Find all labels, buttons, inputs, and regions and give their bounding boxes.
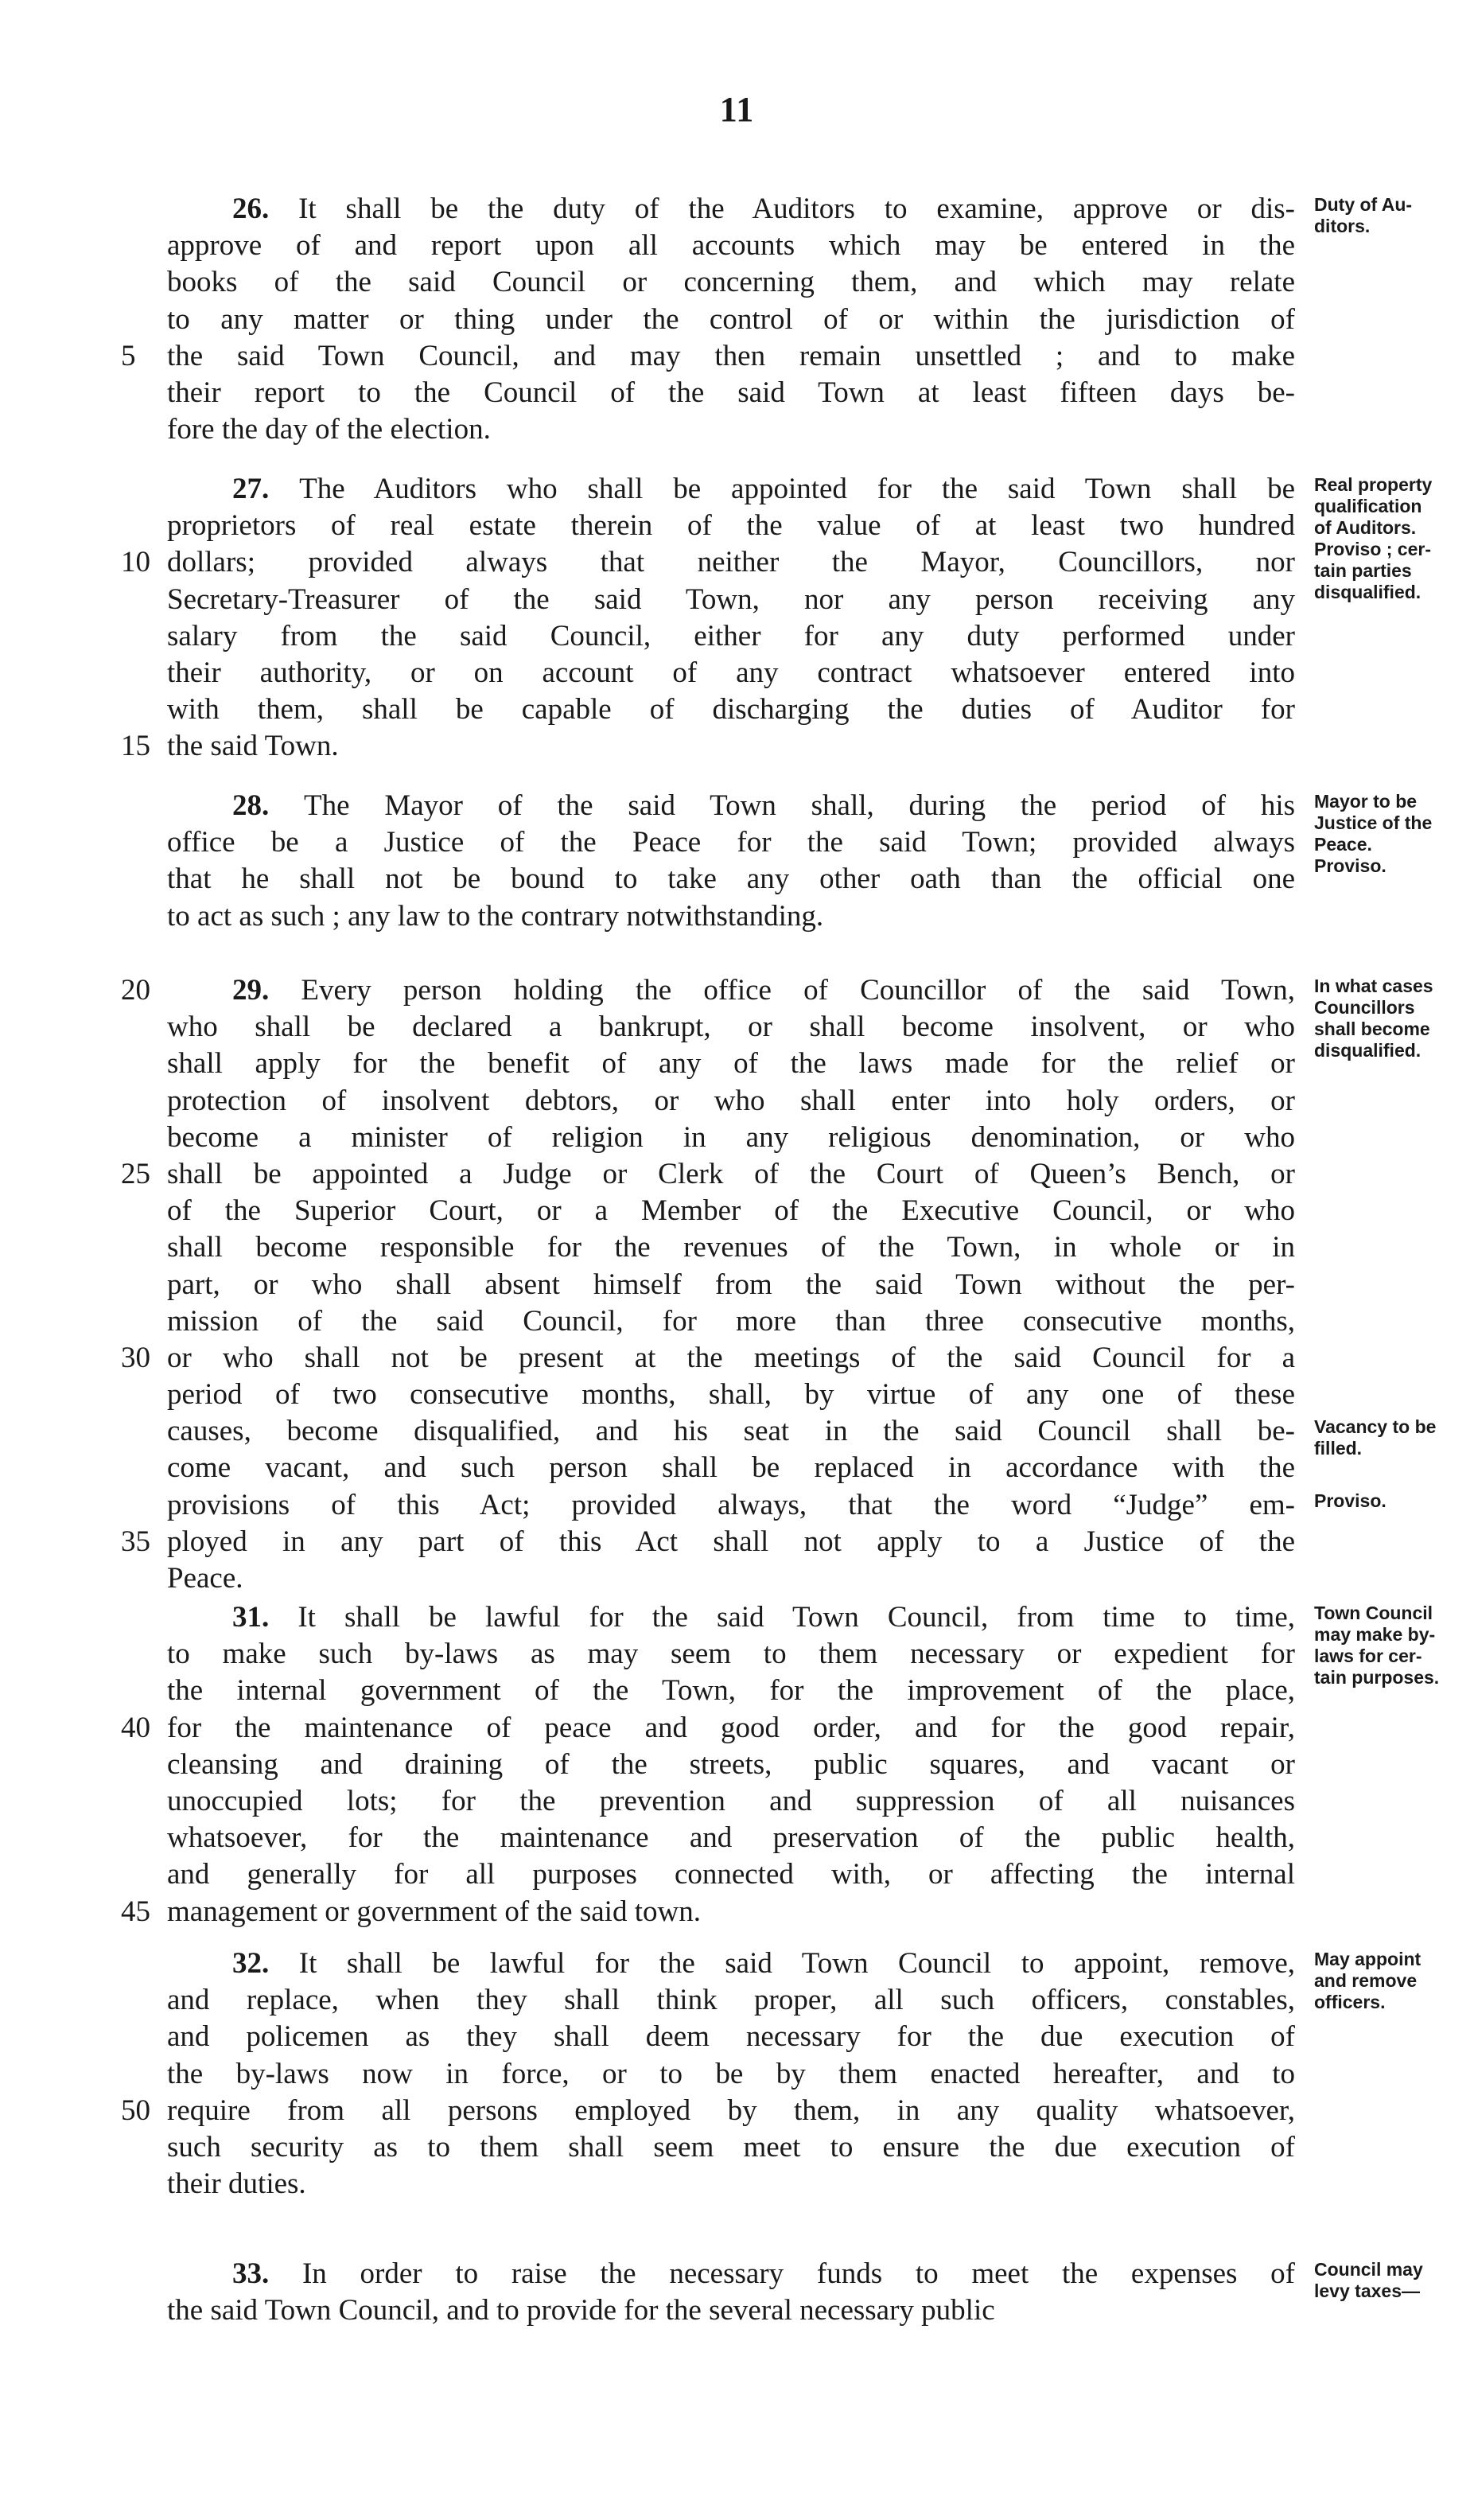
marginal-note-line: Proviso. [1314, 1490, 1386, 1511]
line-text: Secretary-Treasurer of the said Town, nor any person receiving any [167, 582, 1295, 616]
text-line [121, 824, 1473, 861]
text-line [121, 1747, 1473, 1783]
line-text: 27. The Auditors who shall be appointed for the said Town shall be [232, 473, 1295, 505]
line-text: such security as to them shall seem meet to ensure the due execution of [167, 2130, 1295, 2164]
marginal-note-line: shall become [1314, 1019, 1430, 1039]
text-line [121, 1946, 1473, 1982]
section-number: 27. [232, 473, 300, 505]
line-text: to any matter or thing under the control of or within the jurisdiction of [167, 302, 1295, 336]
section-number: 29. [232, 974, 301, 1007]
line-text: whatsoever, for the maintenance and preservation of the public health, [167, 1821, 1295, 1855]
text-line [121, 728, 1473, 765]
section-29 [121, 972, 1473, 1597]
line-number: 40 [121, 1711, 150, 1744]
line-text: require from all persons employed by them, in any quality whatsoever, [167, 2094, 1295, 2127]
line-text: salary from the said Council, either for any duty performed under [167, 619, 1295, 652]
text-line [121, 1894, 1473, 1930]
section-number: 31. [232, 1601, 298, 1634]
text-line [121, 264, 1473, 301]
marginal-note-line: disqualified. [1314, 1040, 1421, 1061]
section-27 [121, 471, 1473, 765]
line-text: the by-laws now in force, or to be by them enacted hereafter, and to [167, 2057, 1295, 2090]
marginal-note-line: officers. [1314, 1992, 1386, 2012]
marginal-note [1314, 976, 1465, 1061]
text-line [121, 1193, 1473, 1229]
line-text: mission of the said Council, for more than three consecutive months, [167, 1304, 1295, 1338]
text-line [121, 1487, 1473, 1524]
text-line [121, 1599, 1473, 1636]
line-text: period of two consecutive months, shall, by virtue of any one of these [167, 1378, 1295, 1412]
marginal-note-line: of Auditors. [1314, 517, 1417, 538]
line-text: the said Town Council, and to provide for the several necessary public [167, 2294, 995, 2327]
text-line [121, 1156, 1473, 1193]
line-text: fore the day of the election. [167, 413, 491, 446]
text-line [121, 1083, 1473, 1120]
section-number: 28. [232, 789, 305, 822]
marginal-note-line: Peace. [1314, 834, 1372, 855]
line-text: provisions of this Act; provided always, that the word “Judge” em- [167, 1488, 1295, 1521]
marginal-note [1314, 474, 1465, 603]
text-line [121, 2056, 1473, 2093]
text-line [121, 1377, 1473, 1413]
text-line [121, 1046, 1473, 1082]
line-number: 15 [121, 730, 150, 763]
text-line [121, 191, 1473, 228]
marginal-note-line: ditors. [1314, 216, 1371, 236]
text-line [121, 618, 1473, 655]
text-line [121, 375, 1473, 411]
marginal-note [1314, 1416, 1465, 1459]
text-line [121, 1303, 1473, 1340]
marginal-note-line: Council may [1314, 2259, 1423, 2280]
text-line [121, 1710, 1473, 1747]
text-line [121, 508, 1473, 544]
text-line [121, 1009, 1473, 1046]
line-text: approve of and report upon all accounts which may be entered in the [167, 229, 1295, 263]
line-text: or who shall not be present at the meetings of the said Council for a [167, 1341, 1295, 1374]
line-text: the internal government of the Town, for the improvement of the place, [167, 1674, 1295, 1708]
line-text: the said Town. [167, 730, 339, 763]
line-text: unoccupied lots; for the prevention and suppression of all nuisances [167, 1784, 1295, 1817]
text-line [121, 2166, 1473, 2203]
marginal-note-line: Justice of the [1314, 812, 1433, 833]
text-line [121, 1856, 1473, 1893]
marginal-note-line: tain purposes. [1314, 1667, 1440, 1688]
text-line [121, 302, 1473, 338]
marginal-note-line: levy taxes— [1314, 2280, 1420, 2301]
section-28 [121, 788, 1473, 935]
text-line [121, 1820, 1473, 1856]
line-text: their authority, or on account of any contract whatsoever entered into [167, 656, 1295, 689]
marginal-note-line: filled. [1314, 1438, 1363, 1459]
line-text: become a minister of religion in any religious denomination, or who [167, 1120, 1295, 1154]
line-text: 31. It shall be lawful for the said Town Council, from time to time, [232, 1601, 1295, 1634]
text-line [121, 582, 1473, 618]
text-line [121, 1524, 1473, 1560]
text-line [121, 338, 1473, 375]
marginal-note-line: Vacancy to be [1314, 1416, 1437, 1438]
text-line [121, 1267, 1473, 1303]
line-number: 50 [121, 2094, 150, 2127]
line-text: with them, shall be capable of discharging the duties of Auditor for [167, 693, 1295, 726]
line-text: Peace. [167, 1562, 243, 1595]
marginal-note-line: and remove [1314, 1970, 1418, 1991]
text-line [121, 1673, 1473, 1709]
line-text: for the maintenance of peace and good order, and for the good repair, [167, 1711, 1295, 1744]
text-line [121, 972, 1473, 1009]
marginal-note-line: May appoint [1314, 1949, 1421, 1969]
marginal-note-line: disqualified. [1314, 582, 1421, 602]
text-line [121, 471, 1473, 508]
text-line [121, 2093, 1473, 2129]
text-line [121, 1636, 1473, 1673]
line-number: 35 [121, 1525, 150, 1558]
section-number: 32. [232, 1947, 299, 1980]
marginal-note [1314, 791, 1465, 877]
line-text: books of the said Council or concerning them, and which may relate [167, 266, 1295, 299]
line-text: 28. The Mayor of the said Town shall, during the period of his [232, 789, 1295, 822]
line-number: 5 [121, 339, 136, 372]
line-text: shall become responsible for the revenues of the Town, in whole or in [167, 1231, 1295, 1264]
line-text: office be a Justice of the Peace for the said Town; provided always [167, 826, 1295, 859]
text-line [121, 691, 1473, 728]
line-text: to make such by-laws as may seem to them necessary or expedient for [167, 1638, 1295, 1671]
line-text: their duties. [167, 2168, 306, 2201]
line-text: their report to the Council of the said Town at least fifteen days be- [167, 376, 1295, 409]
text-line [121, 2019, 1473, 2055]
text-line [121, 2129, 1473, 2166]
text-line [121, 1340, 1473, 1377]
line-text: who shall be declared a bankrupt, or shall become insolvent, or who [167, 1011, 1295, 1044]
text-line [121, 788, 1473, 824]
line-number: 45 [121, 1895, 150, 1928]
marginal-note [1314, 2259, 1465, 2302]
section-31 [121, 1599, 1473, 1930]
line-text: shall be appointed a Judge or Clerk of the Court of Queen’s Bench, or [167, 1157, 1295, 1190]
section-26 [121, 191, 1473, 448]
marginal-note [1314, 1490, 1465, 1512]
marginal-note-line: qualification [1314, 496, 1422, 516]
line-text: 26. It shall be the duty of the Auditors to examine, approve or dis- [232, 193, 1295, 225]
line-text: the said Town Council, and may then remain unsettled ; and to make [167, 339, 1295, 372]
marginal-note-line: Proviso ; cer- [1314, 539, 1431, 559]
line-text: and replace, when they shall think proper, all such officers, constables, [167, 1984, 1295, 2017]
text-line [121, 1120, 1473, 1156]
text-line [121, 655, 1473, 691]
line-text: to act as such ; any law to the contrary notwithstanding. [167, 899, 824, 933]
marginal-note-line: may make by- [1314, 1624, 1436, 1645]
marginal-note-line: Duty of Au- [1314, 194, 1413, 215]
section-33 [121, 2256, 1473, 2329]
line-text: part, or who shall absent himself from the said Town without the per- [167, 1268, 1295, 1301]
text-line [121, 861, 1473, 898]
line-text: cleansing and draining of the streets, public squares, and vacant or [167, 1747, 1295, 1781]
line-text: proprietors of real estate therein of the value of at least two hundred [167, 509, 1295, 543]
line-text: protection of insolvent debtors, or who shall enter into holy orders, or [167, 1084, 1295, 1117]
line-text: causes, become disqualified, and his seat in the said Council shall be- [167, 1415, 1295, 1448]
line-text: management or government of the said town. [167, 1895, 701, 1928]
text-line [121, 228, 1473, 264]
text-line [121, 2256, 1473, 2292]
text-line [121, 1413, 1473, 1450]
marginal-note-line: tain parties [1314, 560, 1412, 581]
line-number: 30 [121, 1341, 150, 1374]
section-number: 26. [232, 193, 299, 225]
line-text: come vacant, and such person shall be replaced in accordance with the [167, 1451, 1295, 1485]
line-text: ployed in any part of this Act shall not apply to a Justice of the [167, 1525, 1295, 1558]
text-line [121, 2292, 1473, 2329]
line-text: 33. In order to raise the necessary funds to meet the expenses of [232, 2257, 1295, 2290]
text-line [121, 1560, 1473, 1597]
line-text: and generally for all purposes connected with, or affecting the internal [167, 1858, 1295, 1891]
line-text: and policemen as they shall deem necessary for the due execution of [167, 2020, 1295, 2054]
text-line [121, 898, 1473, 935]
line-text: 29. Every person holding the office of Councillor of the said Town, [232, 974, 1295, 1007]
line-number: 20 [121, 974, 150, 1007]
line-number: 10 [121, 546, 150, 579]
text-line [121, 1982, 1473, 2019]
marginal-note [1314, 1603, 1465, 1688]
text-line [121, 1450, 1473, 1486]
text-line [121, 544, 1473, 581]
marginal-note-line: Real property [1314, 474, 1433, 495]
text-line [121, 1229, 1473, 1266]
line-text: that he shall not be bound to take any other oath than the official one [167, 863, 1295, 896]
marginal-note-line: Town Council [1314, 1603, 1433, 1623]
section-32 [121, 1946, 1473, 2203]
text-line [121, 1783, 1473, 1820]
marginal-note-line: Proviso. [1314, 855, 1386, 876]
text-line [121, 411, 1473, 448]
section-number: 33. [232, 2257, 302, 2290]
marginal-note-line: laws for cer- [1314, 1646, 1422, 1666]
marginal-note [1314, 194, 1465, 237]
line-text: dollars; provided always that neither the Mayor, Councillors, nor [167, 546, 1295, 579]
line-text: of the Superior Court, or a Member of the Executive Council, or who [167, 1194, 1295, 1228]
marginal-note-line: In what cases [1314, 976, 1433, 996]
page-number: 11 [719, 90, 755, 129]
marginal-note [1314, 1949, 1465, 2013]
line-text: shall apply for the benefit of any of the laws made for the relief or [167, 1047, 1295, 1081]
line-text: 32. It shall be lawful for the said Town Council to appoint, remove, [232, 1947, 1295, 1980]
marginal-note-line: Councillors [1314, 997, 1415, 1018]
marginal-note-line: Mayor to be [1314, 791, 1418, 812]
line-number: 25 [121, 1157, 150, 1190]
